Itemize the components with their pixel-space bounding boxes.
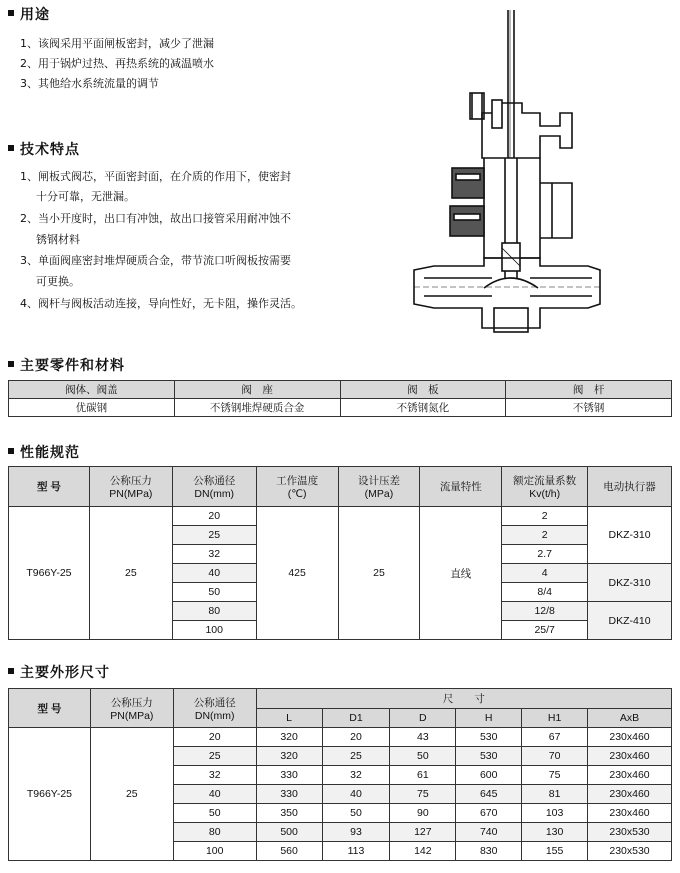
header-line: (℃) [287, 488, 307, 500]
header-line: 工作温度 [276, 475, 319, 487]
dimensions-cell: 560 [256, 842, 322, 861]
materials-value-cell: 优碳钢 [9, 399, 175, 417]
header-line: 公称压力 [110, 696, 153, 709]
square-bullet-icon [8, 145, 14, 151]
performance-kv-cell: 2 [502, 526, 588, 545]
dimensions-cell: 93 [322, 823, 390, 842]
dimensions-cell: 530 [456, 747, 522, 766]
performance-dn-cell: 50 [172, 583, 256, 602]
performance-header-row [9, 467, 672, 507]
performance-header-cell [502, 467, 588, 507]
header-line: 公称压力 [109, 475, 152, 487]
header-line: PN(MPa) [110, 709, 154, 722]
usage-item-3: 3、其他给水系统流量的调节 [20, 77, 159, 90]
dimensions-cell: 500 [256, 823, 322, 842]
square-bullet-icon [8, 361, 14, 367]
square-bullet-icon [8, 668, 14, 674]
dimensions-cell: 600 [456, 766, 522, 785]
dimensions-cell: 330 [256, 785, 322, 804]
performance-kv-cell: 2.7 [502, 545, 588, 564]
valve-drawing [412, 8, 602, 338]
dimensions-subheader-cell: H1 [522, 709, 588, 728]
dimensions-cell: 25 [173, 747, 256, 766]
square-bullet-icon [8, 448, 14, 454]
feature-item-1: 1、闸板式阀芯，平面密封面，在介质的作用下，使密封 [20, 170, 291, 183]
header-line: PN(MPa) [109, 488, 153, 500]
usage-item-2: 2、用于锅炉过热、再热系统的减温喷水 [20, 57, 214, 70]
dimensions-cell: 113 [322, 842, 390, 861]
materials-table [8, 380, 672, 417]
dimensions-section-title [8, 662, 110, 682]
performance-dn-cell: 40 [172, 564, 256, 583]
performance-header-cell [172, 467, 256, 507]
materials-value-cell: 不锈钢堆焊硬质合金 [174, 399, 340, 417]
dimensions-subheader-cell: AxB [588, 709, 672, 728]
dimensions-cell: 645 [456, 785, 522, 804]
dimensions-cell: 20 [322, 728, 390, 747]
performance-model-cell: T966Y-25 [9, 507, 90, 640]
dimensions-cell: 81 [522, 785, 588, 804]
performance-row [9, 507, 672, 526]
dimensions-cell: 230x460 [588, 785, 672, 804]
performance-flowchar-cell: 直线 [420, 507, 502, 640]
header-line: DN(mm) [194, 709, 235, 722]
feature-item-3-cont: 可更换。 [36, 275, 80, 288]
dimensions-cell: 20 [173, 728, 256, 747]
performance-kv-cell: 2 [502, 507, 588, 526]
dimensions-cell: 230x530 [588, 842, 672, 861]
dimensions-cell: 50 [390, 747, 456, 766]
feature-item-2-cont: 锈钢材料 [36, 233, 80, 246]
materials-value-cell: 不锈钢 [506, 399, 672, 417]
dimensions-title: 主要外形尺寸 [20, 665, 110, 681]
dimensions-subheader-cell: D [390, 709, 456, 728]
performance-header-cell [338, 467, 420, 507]
dimensions-cell: 80 [173, 823, 256, 842]
performance-dp-cell: 25 [338, 507, 420, 640]
header-line: Kv(t/h) [529, 488, 561, 500]
dimensions-cell: 530 [456, 728, 522, 747]
performance-title: 性能规范 [20, 445, 80, 461]
performance-kv-cell: 4 [502, 564, 588, 583]
dimensions-cell: 75 [522, 766, 588, 785]
dimensions-cell: 43 [390, 728, 456, 747]
performance-dn-cell: 32 [172, 545, 256, 564]
materials-value-cell: 不锈钢氮化 [340, 399, 506, 417]
performance-dn-cell: 25 [172, 526, 256, 545]
usage-item-1: 1、该阀采用平面闸板密封，减少了泄漏 [20, 37, 214, 50]
dimensions-cell: 61 [390, 766, 456, 785]
dimensions-cell: 40 [322, 785, 390, 804]
dimensions-cell: 32 [173, 766, 256, 785]
dimensions-cell: 67 [522, 728, 588, 747]
performance-kv-cell: 25/7 [502, 621, 588, 640]
feature-item-1-cont: 十分可靠，无泄漏。 [36, 190, 135, 203]
dimensions-cell: 670 [456, 804, 522, 823]
performance-header-cell: 电动执行器 [588, 467, 672, 507]
dimensions-header-cell [90, 689, 173, 728]
dimensions-cell: 320 [256, 747, 322, 766]
materials-title: 主要零件和材料 [20, 358, 125, 374]
performance-header-cell: 型 号 [9, 467, 90, 507]
features-title: 技术特点 [20, 142, 80, 158]
performance-header-cell [256, 467, 338, 507]
performance-pn-cell: 25 [89, 507, 172, 640]
dimensions-cell: 127 [390, 823, 456, 842]
dimensions-model-cell: T966Y-25 [9, 728, 91, 861]
dimensions-cell: 130 [522, 823, 588, 842]
performance-actuator-cell: DKZ-310 [588, 564, 672, 602]
dimensions-cell: 330 [256, 766, 322, 785]
performance-dn-cell: 80 [172, 602, 256, 621]
performance-actuator-cell: DKZ-310 [588, 507, 672, 564]
usage-section-title [8, 4, 50, 24]
dimensions-subheader-cell: H [456, 709, 522, 728]
square-bullet-icon [8, 10, 14, 16]
header-line: (MPa) [364, 488, 394, 500]
materials-header-cell: 阀 杆 [506, 381, 672, 399]
materials-header-cell: 阀 板 [340, 381, 506, 399]
materials-header-cell: 阀 座 [174, 381, 340, 399]
dimensions-cell: 320 [256, 728, 322, 747]
dimensions-cell: 40 [173, 785, 256, 804]
dimensions-cell: 230x460 [588, 804, 672, 823]
performance-header-cell: 流量特性 [420, 467, 502, 507]
performance-header-cell [89, 467, 172, 507]
feature-item-4: 4、阀杆与阀板活动连接，导向性好，无卡阻，操作灵活。 [20, 297, 302, 310]
dimensions-cell: 75 [390, 785, 456, 804]
feature-item-3: 3、单面阀座密封堆焊硬质合金，带节流口听阀板按需要 [20, 254, 291, 267]
materials-header-cell: 阀体、阀盖 [9, 381, 175, 399]
dimensions-cell: 70 [522, 747, 588, 766]
header-line: 公称通径 [193, 696, 236, 709]
performance-dn-cell: 20 [172, 507, 256, 526]
header-line: DN(mm) [194, 488, 235, 500]
dimensions-cell: 103 [522, 804, 588, 823]
performance-section-title [8, 442, 80, 462]
dimensions-cell: 142 [390, 842, 456, 861]
dimensions-subheader-cell: L [256, 709, 322, 728]
dimensions-cell: 230x460 [588, 747, 672, 766]
dimensions-cell: 90 [390, 804, 456, 823]
feature-item-2: 2、当小开度时，出口有冲蚀，故出口接管采用耐冲蚀不 [20, 212, 291, 225]
header-line: 设计压差 [357, 475, 400, 487]
materials-section-title [8, 355, 125, 375]
header-line: 额定流量系数 [513, 475, 577, 487]
dimensions-cell: 740 [456, 823, 522, 842]
dimensions-cell: 32 [322, 766, 390, 785]
dimensions-cell: 830 [456, 842, 522, 861]
dimensions-cell: 230x460 [588, 766, 672, 785]
performance-dn-cell: 100 [172, 621, 256, 640]
performance-table [8, 466, 672, 640]
dimensions-cell: 155 [522, 842, 588, 861]
dimensions-header-cell: 尺 寸 [256, 689, 671, 709]
dimensions-header-row [9, 689, 672, 709]
performance-kv-cell: 12/8 [502, 602, 588, 621]
dimensions-cell: 230x530 [588, 823, 672, 842]
features-section-title [8, 139, 80, 159]
materials-value-row [9, 399, 672, 417]
dimensions-cell: 350 [256, 804, 322, 823]
header-line: 公称通径 [193, 475, 236, 487]
dimensions-pn-cell: 25 [90, 728, 173, 861]
dimensions-cell: 100 [173, 842, 256, 861]
dimensions-cell: 50 [173, 804, 256, 823]
usage-title: 用途 [20, 7, 50, 23]
dimensions-header-cell [173, 689, 256, 728]
dimensions-subheader-cell: D1 [322, 709, 390, 728]
performance-temp-cell: 425 [256, 507, 338, 640]
dimensions-header-cell: 型 号 [9, 689, 91, 728]
dimensions-cell: 50 [322, 804, 390, 823]
dimensions-cell: 230x460 [588, 728, 672, 747]
dimensions-row [9, 728, 672, 747]
performance-kv-cell: 8/4 [502, 583, 588, 602]
dimensions-table [8, 688, 672, 861]
materials-header-row [9, 381, 672, 399]
performance-actuator-cell: DKZ-410 [588, 602, 672, 640]
dimensions-cell: 25 [322, 747, 390, 766]
